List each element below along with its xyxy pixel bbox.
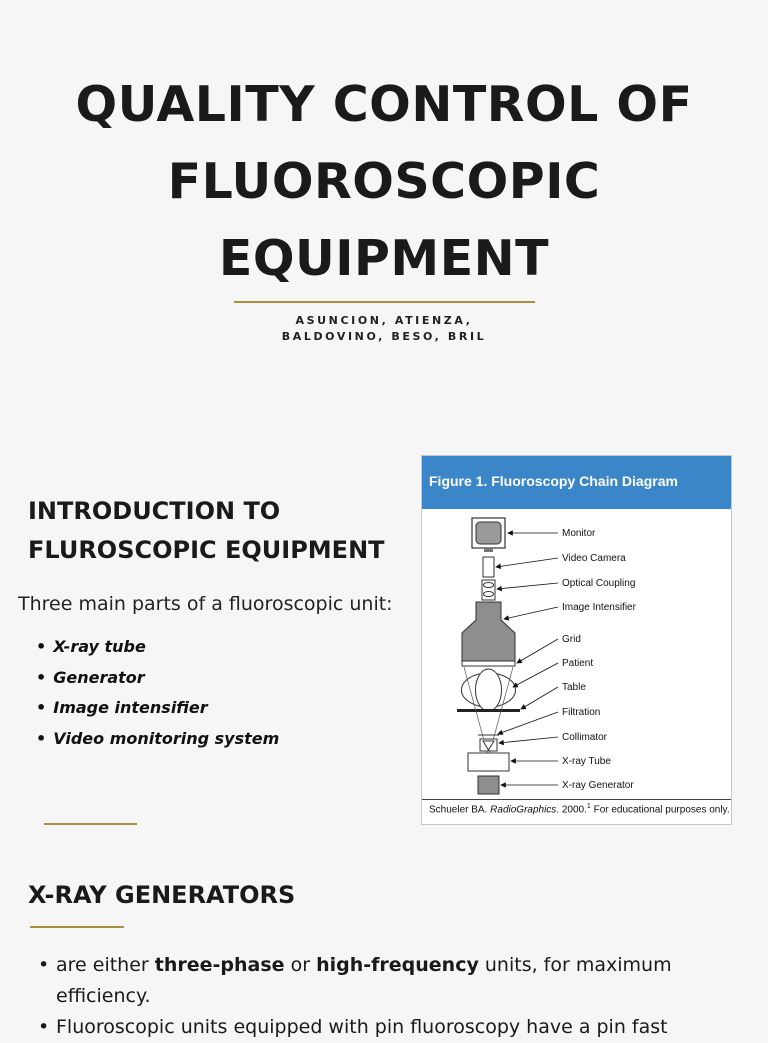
fluoroscopy-chain-figure: [421, 455, 732, 825]
list-item: • Fluoroscopic units equipped with pin fluoroscopy have a pin fast: [38, 1012, 753, 1043]
generators-list: [38, 950, 753, 1043]
label-patient: Patient: [562, 658, 594, 669]
collimator-shape: [478, 735, 499, 751]
figure-title: Figure 1. Fluoroscopy Chain Diagram: [422, 456, 731, 509]
optical-coupling-shape: [482, 580, 495, 600]
b1-three-phase: three-phase: [154, 954, 285, 976]
parts-list: [36, 632, 279, 755]
intro-heading: [28, 492, 385, 570]
caption-author: Schueler BA.: [429, 804, 491, 816]
list-item: • Image intensifier: [36, 693, 279, 724]
label-table: Table: [562, 682, 586, 693]
b1-post: units, for maximum efficiency.: [56, 954, 672, 1007]
authors-line-2: BALDOVINO, BESO, BRIL: [281, 330, 487, 343]
caption-note: For educational purposes only.: [590, 804, 730, 816]
intro-heading-line-1: INTRODUCTION TO: [28, 497, 281, 525]
xray-tube-shape: [468, 753, 509, 771]
title-line-3: EQUIPMENT: [218, 230, 550, 287]
list-item: • Generator: [36, 663, 279, 694]
patient-shape: [462, 669, 516, 711]
intro-divider: [44, 823, 137, 825]
image-intensifier-shape: [462, 602, 515, 661]
xray-generator-shape: [478, 776, 499, 794]
label-image-intensifier: Image Intensifier: [562, 602, 636, 613]
generators-heading: X-RAY GENERATORS: [28, 881, 296, 909]
label-collimator: Collimator: [562, 732, 608, 743]
list-item: • X-ray tube: [36, 632, 279, 663]
title-line-1: QUALITY CONTROL OF: [75, 76, 693, 133]
generators-divider: [30, 926, 124, 928]
monitor-shape: [472, 518, 505, 552]
list-item: [38, 950, 753, 1012]
title-line-2: FLUOROSCOPIC: [167, 153, 601, 210]
label-video-camera: Video Camera: [562, 553, 626, 564]
authors: [0, 313, 768, 345]
video-camera-shape: [483, 557, 494, 577]
page-title: [0, 66, 768, 297]
b1-pre: are either: [56, 954, 155, 976]
label-xray-tube: X-ray Tube: [562, 756, 611, 767]
label-xray-generator: X-ray Generator: [562, 780, 634, 791]
list-item: • Video monitoring system: [36, 724, 279, 755]
label-monitor: Monitor: [562, 528, 596, 539]
caption-year: . 2000.: [556, 804, 587, 816]
title-divider: [234, 301, 535, 303]
b1-high-frequency: high-frequency: [316, 954, 479, 976]
caption-ref: 1: [586, 803, 591, 810]
b1-mid: or: [284, 954, 317, 976]
authors-line-1: ASUNCION, ATIENZA,: [295, 314, 473, 327]
label-optical-coupling: Optical Coupling: [562, 578, 636, 589]
label-filtration: Filtration: [562, 707, 601, 718]
grid-shape: [462, 661, 515, 666]
fluoroscopy-chain-diagram: [422, 509, 731, 799]
caption-journal: RadioGraphics: [490, 804, 557, 816]
label-grid: Grid: [562, 634, 581, 645]
intro-lead-text: Three main parts of a fluoroscopic unit:: [18, 593, 393, 615]
intro-heading-line-2: FLUROSCOPIC EQUIPMENT: [28, 536, 385, 564]
figure-caption: [422, 799, 731, 815]
table-shape: [457, 709, 520, 712]
